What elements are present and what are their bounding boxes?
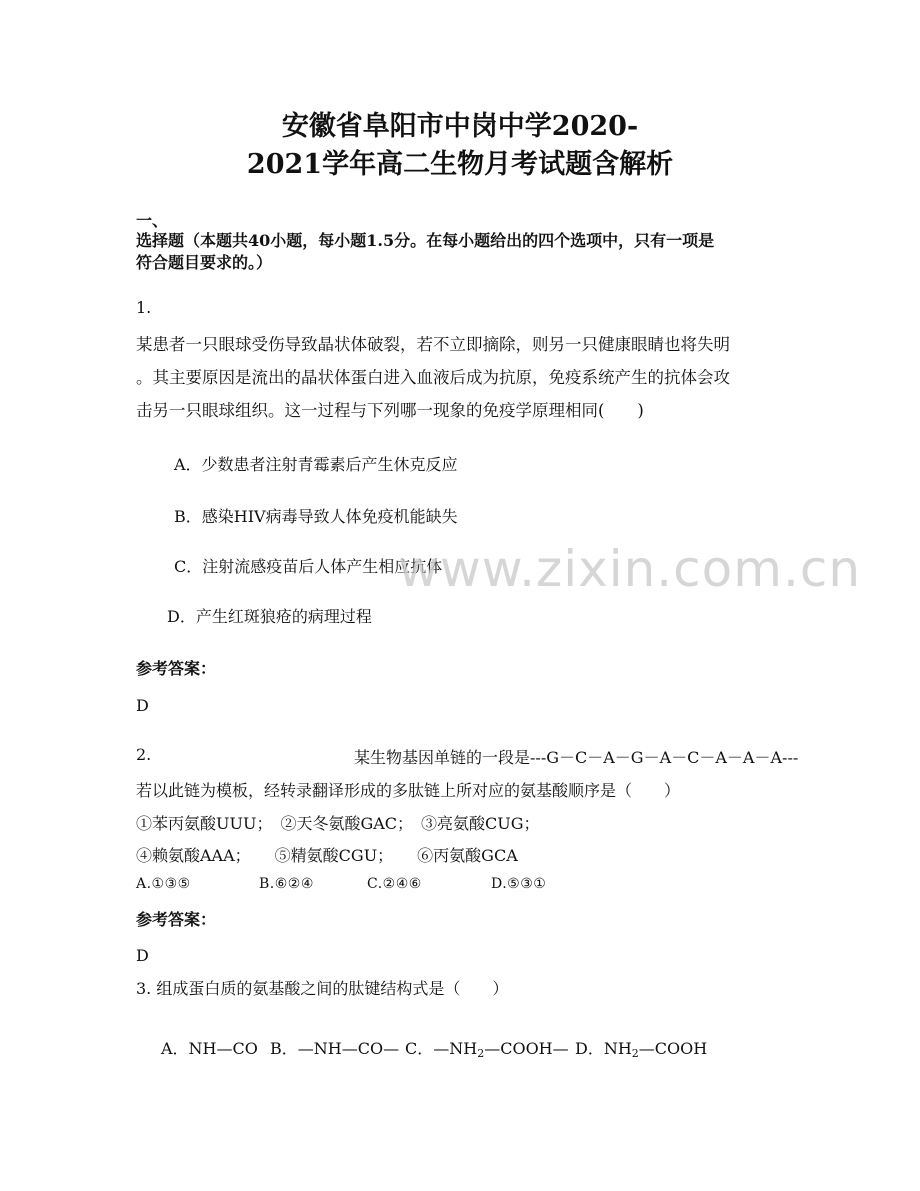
q2-amino-list-line-1: ①苯丙氨酸UUU； ②天冬氨酸GAC； ③亮氨酸CUG； <box>136 814 540 833</box>
document-title-line-2: 2021学年高二生物月考试题含解析 <box>246 149 674 180</box>
q1-stem-line-3: 击另一只眼球组织。这一过程与下列哪一现象的免疫学原理相同( ) <box>136 401 644 420</box>
q1-stem-line-1: 某患者一只眼球受伤导致晶状体破裂，若不立即摘除，则另一只健康眼睛也将失明 <box>136 335 730 354</box>
q1-answer-label: 参考答案： <box>136 659 217 678</box>
section-number: 一、 <box>136 211 169 230</box>
q3-option-c-subscript: 2 <box>477 1047 485 1060</box>
q1-answer: D <box>136 696 149 715</box>
q3-option-d-subscript: 2 <box>631 1047 639 1060</box>
q3-option-c-suffix: —COOH— <box>484 1039 569 1058</box>
q2-amino-list-line-2: ④赖氨酸AAA； ⑤精氨酸CGU； ⑥丙氨酸GCA <box>136 846 518 865</box>
section-heading-line-1: 选择题（本题共40小题，每小题1.5分。在每小题给出的四个选项中，只有一项是 <box>136 231 715 250</box>
q1-option-b: B．感染HIV病毒导致人体免疫机能缺失 <box>174 507 458 526</box>
q2-option-c: C.②④⑥ <box>367 876 422 892</box>
section-heading-line-2: 符合题目要求的。） <box>136 253 273 272</box>
q3-option-c <box>405 1036 569 1059</box>
q2-stem-line-1: 某生物基因单链的一段是---G－C－A－G－A－C－A－A－A--- <box>354 748 799 767</box>
watermark: www.zixin.com.cn <box>398 540 862 598</box>
q2-number: 2. <box>136 745 152 764</box>
q1-option-d: D．产生红斑狼疮的病理过程 <box>167 607 372 626</box>
q2-option-a: A.①③⑤ <box>136 876 191 892</box>
q1-option-a: A．少数患者注射青霉素后产生休克反应 <box>174 455 458 474</box>
q3-option-a: A．NH—CO <box>161 1039 258 1058</box>
q3-option-d <box>575 1036 707 1059</box>
q1-stem-line-2: 。其主要原因是流出的晶状体蛋白进入血液后成为抗原，免疫系统产生的抗体会攻 <box>136 368 730 387</box>
q3-option-c-prefix: C．—NH <box>405 1039 478 1058</box>
q3-option-d-prefix: D．NH <box>575 1039 632 1058</box>
document-title-line-1: 安徽省阜阳市中岗中学2020- <box>281 111 639 142</box>
q2-answer-label: 参考答案： <box>136 910 217 929</box>
q2-answer: D <box>136 946 149 965</box>
q2-stem-line-2: 若以此链为模板，经转录翻译形成的多肽链上所对应的氨基酸顺序是（ ） <box>136 781 681 800</box>
q2-option-b: B.⑥②④ <box>259 876 314 892</box>
q1-option-c: C．注射流感疫苗后人体产生相应抗体 <box>174 557 443 576</box>
q3-option-d-suffix: —COOH <box>638 1039 708 1058</box>
q2-option-d: D.⑤③① <box>491 876 547 892</box>
q3-option-b: B．—NH—CO— <box>270 1039 400 1058</box>
q1-number: 1. <box>136 298 152 317</box>
q3-stem: 3. 组成蛋白质的氨基酸之间的肽键结构式是（ ） <box>136 979 509 998</box>
